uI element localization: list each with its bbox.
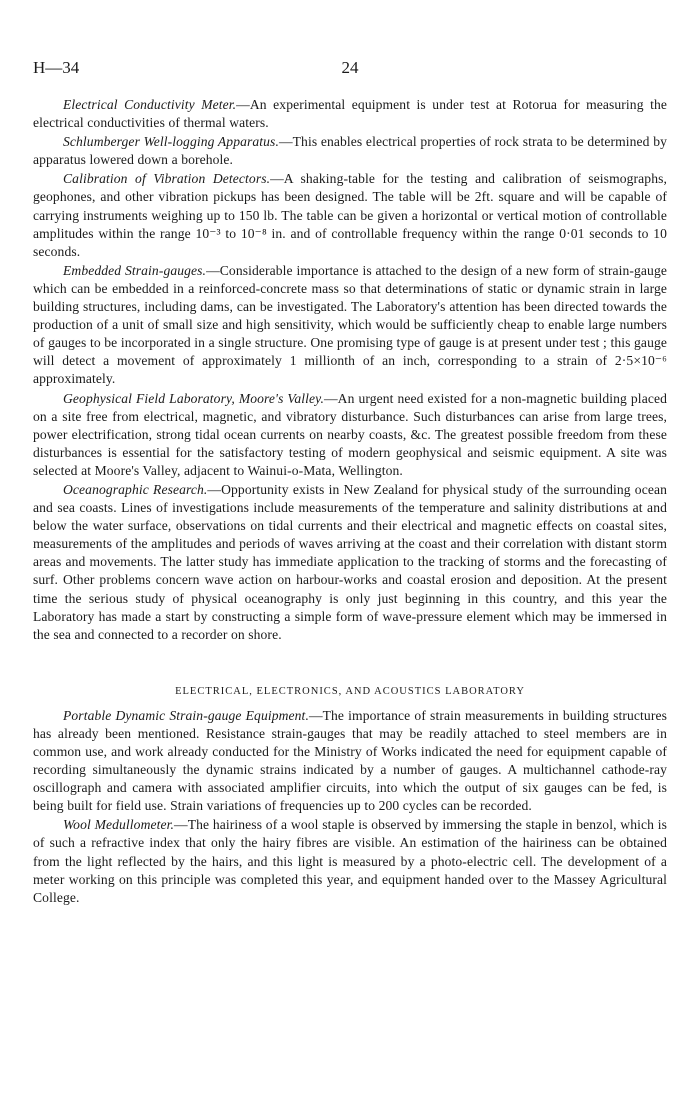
section-heading: ELECTRICAL, ELECTRONICS, AND ACOUSTICS LABORATORY [175, 685, 525, 697]
paragraph-calibration-vibration-detectors [33, 170, 667, 260]
paragraph-embedded-strain-gauges [33, 262, 667, 389]
paragraph-wool-medullometer [33, 816, 667, 906]
paragraph-lead: Portable Dynamic Strain-gauge Equipment. [63, 707, 309, 723]
paragraph-text: —This enables electrical properties of rock strata to be determined by apparatus lowered down a borehole. [33, 134, 667, 168]
paragraph-lead: Calibration of Vibration Detectors. [63, 171, 271, 187]
page-number: 24 [341, 58, 359, 77]
body-text [33, 96, 667, 907]
paragraph-lead: Electrical Conductivity Meter. [63, 97, 237, 112]
paragraph-text: —The importance of strain measurements in building structures has already been mentioned. Resistance strain-gauges that may be readily attached to steel members are in common use, and work already conducted for the Ministry of Works indicated the need for equipment capable of recording simultaneously the dynamic strains indicated by a number of gauges. A multichannel cathode-ray oscillograph and camera with associated amplifier circuits, into which the output of six gauges can be fed, is being built for field use. Strain variations of frequencies up to 200 cycles can be recorded. [33, 707, 667, 814]
paragraph-portable-dynamic-strain-gauge [33, 707, 667, 816]
paragraph-text: —The hairiness of a wool staple is observed by immersing the staple in benzol, which is of such a refractive index that only the hairy fibres are visible. An estimation of the hairiness can be obtained from the light reflected by the hairs, and this light is measured by a photo-electric cell. The development of a meter working on this principle was completed this year, and equipment handed over to the Massey Agricultural College. [33, 817, 667, 905]
paragraph-text: —A shaking-table for the testing and calibration of seismographs, geophones, and other vibration pickups has been designed. The table will be 2ft. square and will be capable of carrying instruments weighing up to 150 lb. The table can be given a horizontal or vertical motion of controllable amplitudes within the range 10⁻³ to 10⁻⁸ in. and of controllable frequency within the range 0·01 seconds to 10 seconds. [33, 171, 667, 259]
paragraph-text: —Opportunity exists in New Zealand for physical study of the surrounding ocean and sea coasts. Lines of investigations include measurements of the temperature and salinity distributions at and below the water surface, observations on tidal currents and their electrical and magnetic effects on coastal sites, measurements of the amplitudes and periods of waves arriving at the coast and their correlation with distant storm areas and movements. The latter study has immediate application to the tracking of storms and the forecasting of surf. Other problems concern wave action on harbour-works and coastal erosion and deposition. At the present time the serious study of physical oceanography is only just beginning in this country, and this year the Laboratory has made a start by constructing a simple form of wave-pressure element which may be immersed in the sea and connected to a recorder on shore. [33, 481, 668, 642]
paragraph-lead: Embedded Strain-gauges. [63, 262, 207, 278]
paragraph-lead: Schlumberger Well-logging Apparatus. [63, 134, 279, 150]
paragraph-lead: Oceanographic Research. [63, 481, 208, 497]
paragraph-geophysical-field-laboratory [33, 390, 667, 480]
paragraph-lead: Geophysical Field Laboratory, Moore's Valley. [63, 390, 324, 406]
paragraph-text: —An experimental equipment is under test at Rotorua for measuring the electrical conductivities of thermal waters. [33, 97, 667, 131]
paragraph-text: —An urgent need existed for a non-magnetic building placed on a site free from electrical, magnetic, and vibratory disturbance. Such disturbances can arise from large trees, power electrification, strong tidal ocean currents on nearby coasts, &c. The greatest possible freedom from these disturbances is essential for the satisfactory testing of modern geophysical and seismic equipment. A site was selected at Moore's Valley, adjacent to Wainui-o-Mata, Wellington. [33, 390, 667, 478]
document-reference: H—34 [33, 58, 80, 77]
section-spacer [33, 697, 667, 707]
paragraph-electrical-conductivity-meter [33, 96, 667, 132]
paragraph-oceanographic-research [33, 481, 667, 644]
page-header [33, 58, 667, 80]
paragraph-text: —Considerable importance is attached to the design of a new form of strain-gauge which can be embedded in a reinforced-concrete mass so that determinations of static or dynamic strain in large building structures, including dams, can be investigated. The Laboratory's attention has been directed towards the production of a unit of small size and high sensitivity, which would be sufficiently cheap to enable large numbers of gauges to be incorporated in a single structure. One promising type of gauge is at present under test ; this gauge will detect a movement of approximately 1 millionth of an inch, corresponding to a strain of 2·5×10⁻⁶ approximately. [33, 262, 667, 387]
section-spacer [33, 644, 667, 686]
paragraph-lead: Wool Medullometer. [63, 817, 175, 833]
paragraph-schlumberger-well-logging [33, 133, 667, 169]
